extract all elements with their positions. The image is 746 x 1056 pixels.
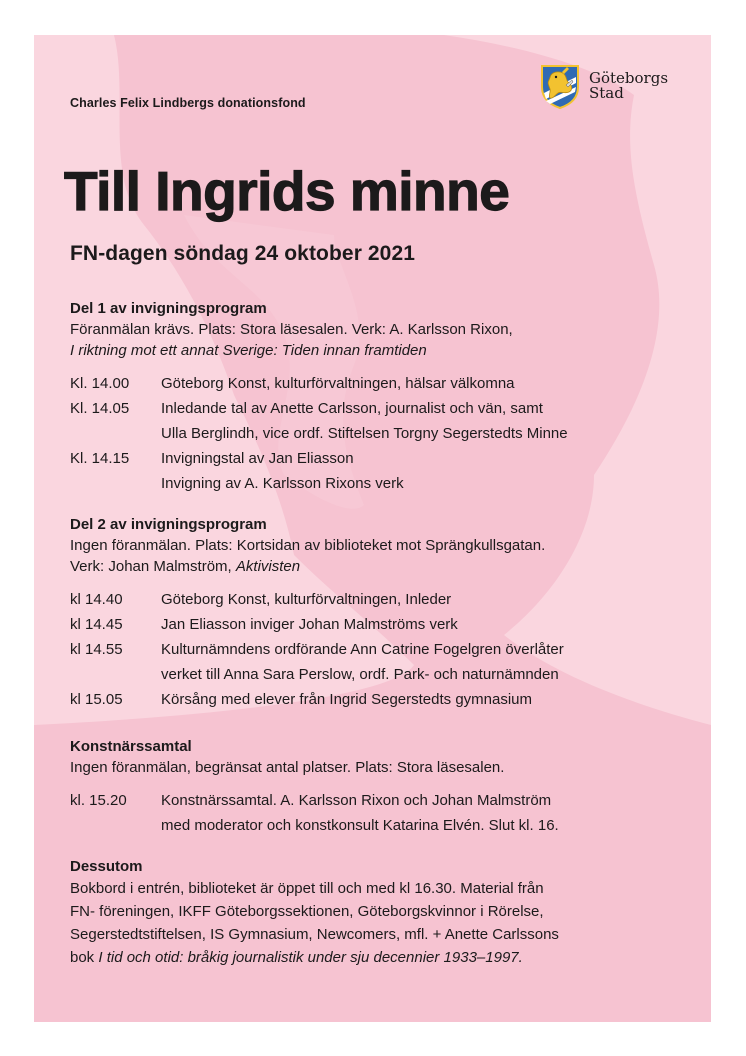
schedule-time: kl 14.55	[70, 641, 123, 658]
section-intro-line-2	[70, 556, 690, 577]
description-line: med moderator och konstkonsult Katarina Elvén. Slut kl. 16.	[161, 817, 559, 834]
description-line: verket till Anna Sara Perslow, ordf. Park- och naturnämnden	[161, 666, 559, 683]
schedule-time: Kl. 14.00	[70, 375, 130, 392]
section-heading: Del 1 av invigningsprogram	[70, 300, 267, 317]
goteborg-crest-icon	[539, 63, 581, 109]
artwork-title: I riktning mot ett annat Sverige: Tiden innan framtiden	[70, 342, 427, 359]
schedule-time: Kl. 14.15	[70, 450, 130, 467]
section-intro-line-1: Ingen föranmälan. Plats: Kortsidan av biblioteket mot Sprängkullsgatan.	[70, 537, 546, 554]
section-heading: Dessutom	[70, 858, 143, 875]
description-line: Kulturnämndens ordförande Ann Catrine Fogelgren överlåter	[161, 641, 564, 658]
description-line: Konstnärssamtal. A. Karlsson Rixon och Johan Malmström	[161, 792, 552, 809]
page-title: Till Ingrids minne	[64, 160, 510, 222]
schedule-item	[70, 612, 690, 637]
section-artist-talk	[70, 737, 690, 838]
closing-prefix: bok	[70, 949, 99, 966]
section-part-1	[70, 299, 690, 496]
schedule-description	[161, 446, 690, 496]
fund-name: Charles Felix Lindbergs donationsfond	[70, 96, 306, 110]
schedule-item	[70, 637, 690, 687]
description-line: Göteborg Konst, kulturförvaltningen, hälsar välkomna	[161, 375, 515, 392]
schedule-time: kl 15.05	[70, 691, 123, 708]
goteborgs-stad-logo	[539, 63, 699, 113]
schedule-time: kl 14.45	[70, 616, 123, 633]
closing-line	[70, 946, 690, 969]
description-line: Invigningstal av Jan Eliasson	[161, 450, 354, 467]
poster-content	[34, 35, 711, 1022]
schedule-description	[161, 396, 690, 446]
section-also	[70, 857, 690, 969]
schedule-time: kl 14.40	[70, 591, 123, 608]
section-intro: Ingen föranmälan, begränsat antal platser. Plats: Stora läsesalen.	[70, 759, 505, 776]
schedule-description	[161, 788, 690, 838]
schedule-item	[70, 587, 690, 612]
intro-prefix: Verk: Johan Malmström,	[70, 558, 236, 575]
schedule-description	[161, 687, 690, 712]
schedule-list	[70, 788, 690, 838]
section-intro-line-1: Föranmälan krävs. Plats: Stora läsesalen. Verk: A. Karlsson Rixon,	[70, 321, 513, 338]
schedule-item	[70, 371, 690, 396]
section-heading: Del 2 av invigningsprogram	[70, 516, 267, 533]
closing-line: Segerstedtstiftelsen, IS Gymnasium, Newcomers, mfl. + Anette Carlssons	[70, 926, 559, 943]
closing-line: Bokbord i entrén, biblioteket är öppet till och med kl 16.30. Material från	[70, 880, 544, 897]
schedule-description	[161, 637, 690, 687]
schedule-time: Kl. 14.05	[70, 400, 130, 417]
description-line: Invigning av A. Karlsson Rixons verk	[161, 475, 404, 492]
book-title: I tid och otid: bråkig journalistik under sju decennier 1933–1997.	[98, 949, 523, 966]
schedule-time: kl. 15.20	[70, 792, 127, 809]
closing-line: FN- föreningen, IKFF Göteborgssektionen, Göteborgskvinnor i Rörelse,	[70, 903, 544, 920]
logo-line-1: Göteborgs	[589, 69, 669, 87]
schedule-item	[70, 788, 690, 838]
artwork-title: Aktivisten	[235, 558, 301, 575]
schedule-description	[161, 587, 690, 612]
schedule-item	[70, 396, 690, 446]
logo-text	[589, 71, 668, 101]
page-subtitle: FN-dagen söndag 24 oktober 2021	[70, 242, 416, 265]
schedule-list	[70, 371, 690, 496]
description-line: Ulla Berglindh, vice ordf. Stiftelsen Torgny Segerstedts Minne	[161, 425, 568, 442]
description-line: Göteborg Konst, kulturförvaltningen, Inleder	[161, 591, 452, 608]
description-line: Inledande tal av Anette Carlsson, journalist och vän, samt	[161, 400, 543, 417]
section-intro-line-2	[70, 340, 690, 361]
schedule-item	[70, 446, 690, 496]
schedule-description	[161, 371, 690, 396]
section-heading: Konstnärssamtal	[70, 738, 192, 755]
section-part-2	[70, 515, 690, 712]
schedule-description	[161, 612, 690, 637]
schedule-list	[70, 587, 690, 712]
description-line: Körsång med elever från Ingrid Segerstedts gymnasium	[161, 691, 533, 708]
logo-line-2: Stad	[589, 84, 624, 102]
schedule-item	[70, 687, 690, 712]
description-line: Jan Eliasson inviger Johan Malmströms verk	[161, 616, 458, 633]
poster	[34, 35, 711, 1022]
